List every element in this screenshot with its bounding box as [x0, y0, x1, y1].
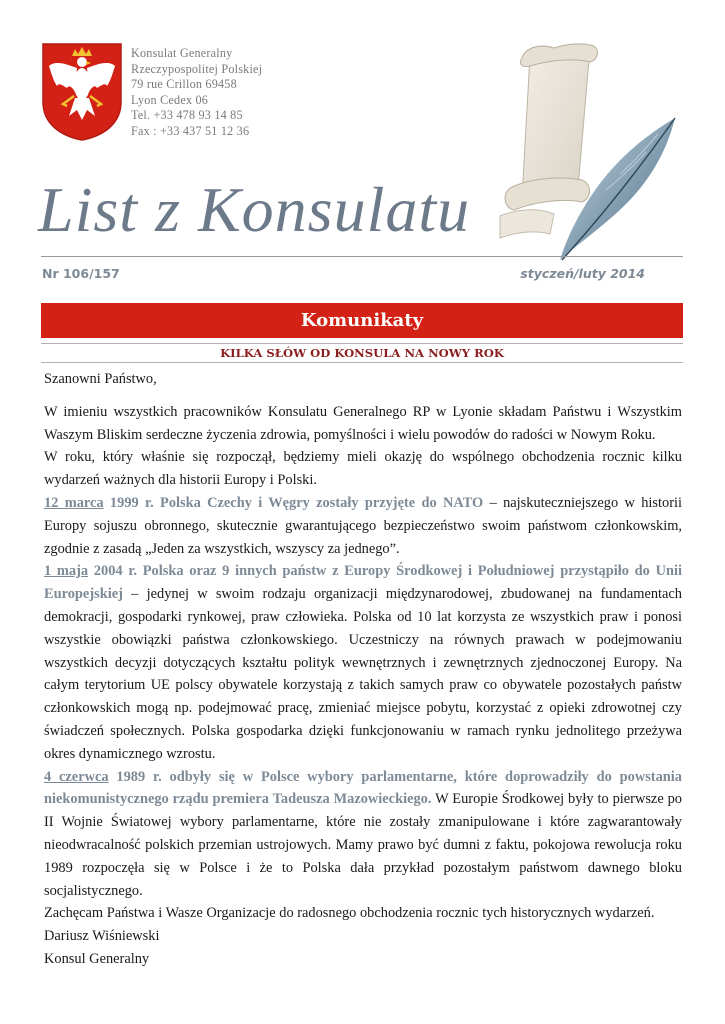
event-year: 2004 r. — [88, 563, 143, 580]
paragraph-nato — [44, 492, 682, 560]
issue-date: styczeń/luty 2014 — [520, 266, 645, 281]
event-date: 4 czerwca — [44, 768, 109, 785]
signoff — [44, 902, 682, 970]
event-headline: odbyły się w Polsce wybory parlamentarne, które doprowadziły do powstania niekomunistycznego rządu premiera Tadeusza Mazowieckiego. — [44, 768, 682, 808]
address-line: Konsulat Generalny — [131, 46, 233, 60]
issue-number: Nr 106/157 — [42, 266, 120, 281]
event-date: 12 marca — [44, 494, 104, 511]
event-headline: Polska Czechy i Węgry zostały przyjęte do NATO — [160, 494, 484, 511]
closing-line: Zachęcam Państwa i Wasze Organizacje do radosnego obchodzenia rocznic tych historycznych wydarzeń. — [44, 905, 655, 922]
event-date: 1 maja — [44, 563, 89, 580]
address-line: Lyon Cedex 06 — [131, 92, 209, 107]
event-text: – jedynej w swoim rodzaju organizacji międzynarodowej, zbudowanej na fundamentach demokracji, gospodarki rynkowej, praw człowieka. Polska od 10 lat korzysta ze wszystkich praw i ponosi wszystkie obowiązki państwa członkowskiego. Uczestniczy na równych prawach w podejmowaniu wszystkich decyzji dotyczących kształtu polityk wewnętrznych i zewnętrznych zjednoczonej Europy. Na całym terytorium UE polscy obywatele korzystają z takich samych praw co obywatele pozostałych państw członkowskich mogą np. podejmować pracę, zmieniać miejsce pobytu, korzystać z opieki zdrowotnej czy świadczeń społecznych. Polska gospodarka dzięki funkcjonowaniu w ramach rynku jednolitego przeżywa okres dynamicznego wzrostu. — [44, 586, 682, 762]
paragraph-elections — [44, 766, 682, 903]
masthead-rule — [41, 256, 683, 257]
scroll-quill-icon — [470, 38, 685, 273]
address-line: Rzeczypospolitej Polskiej — [131, 61, 263, 76]
event-year: 1989 r. — [108, 768, 170, 785]
paragraph-wishes: W imieniu wszystkich pracowników Konsulatu Generalnego RP w Lyonie składam Państwu i Wszystkim Waszym Bliskim serdeczne życzenia zdrowia, pomyślności i wielu powodów do radości w Nowym Roku. — [44, 403, 682, 443]
event-headline: Polska oraz 9 innych państw z Europy Środkowej i Południowej przystąpiło do Unii Europejskiej — [44, 563, 683, 603]
event-year: 1999 r. — [103, 494, 161, 511]
polish-eagle-emblem-icon — [41, 42, 123, 142]
event-text: – najskuteczniejszego w historii Europy sojuszu obronnego, skutecznie gwarantującego bezpieczeństwo swoim państwom członkowskim, zgodnie z zasadą „Jeden za wszystkich, wszyscy za jednego”. — [44, 494, 682, 557]
newsletter-masthead: List z Konsulatu — [38, 174, 471, 245]
consulate-address-block — [131, 46, 262, 140]
section-banner: Komunikaty — [41, 303, 683, 338]
address-line: 79 rue Crillon 69458 — [131, 77, 237, 92]
phone-line: Tel. +33 478 93 14 85 — [131, 108, 243, 123]
fax-line: Fax : +33 437 51 12 36 — [131, 123, 250, 138]
event-text: W Europie Środkowej były to pierwsze po II Wojnie Światowej wybory parlamentarne, które nie zostały zmanipulowane i które zagwarantowały nieodwracalność polskich przemian ustrojowych. Mamy prawo być dumni z faktu, pokojowa rewolucja roku 1989 rozpoczęła się w Polsce i że to Polska dała przykład pozostałym państwom dawnego bloku socjalistycznego. — [44, 791, 682, 899]
signature-name: Dariusz Wiśniewski — [44, 928, 160, 945]
paragraph-eu — [44, 560, 682, 765]
signature-title: Konsul Generalny — [44, 950, 150, 967]
letter-body — [44, 368, 682, 971]
paragraph-intro: W roku, który właśnie się rozpoczął, będziemy mieli okazję do wspólnego obchodzenia rocznic kilku wydarzeń ważnych dla historii Europy i Polski. — [44, 449, 682, 489]
greeting: Szanowni Państwo, — [44, 371, 157, 387]
article-subheading: KILKA SŁÓW OD KONSULA NA NOWY ROK — [41, 343, 683, 363]
